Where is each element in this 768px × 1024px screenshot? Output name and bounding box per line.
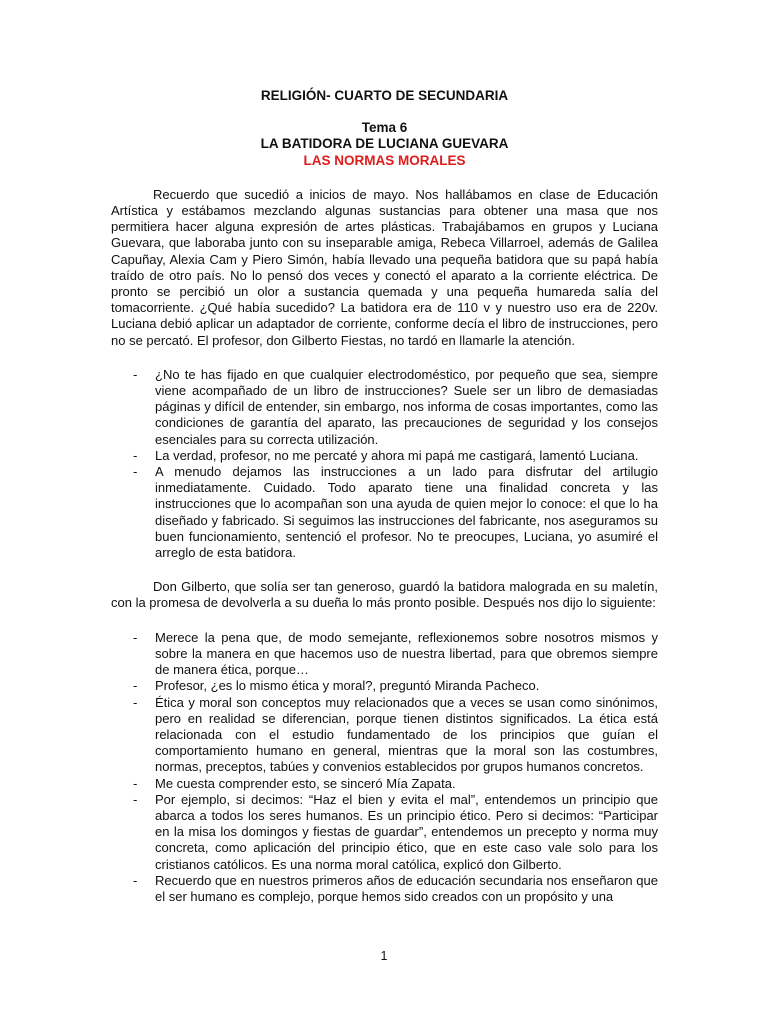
dialogue-text: Profesor, ¿es lo mismo ética y moral?, preguntó Miranda Pacheco.	[155, 678, 540, 694]
dialogue-list-1	[111, 367, 658, 561]
dialogue-text: La verdad, profesor, no me percaté y ahora mi papá me castigará, lamentó Luciana.	[155, 447, 639, 463]
course-heading: RELIGIÓN- CUARTO DE SECUNDARIA	[260, 88, 509, 103]
dialogue-item	[111, 873, 658, 905]
page-number: 1	[380, 949, 388, 963]
intro-paragraph: Recuerdo que sucedió a inicios de mayo. Nos hallábamos en clase de Educación Artística y estábamos mezclando algunas sustancias para obtener una masa que nos permitiera hacer alguna expresión de artes plásticas. Trabajábamos en grupos y Luciana Guevara, que laboraba junto con su inseparable amiga, Rebeca Villarroel, además de Galilea Capuñay, Alexia Cam y Piero Simón, había llevado una pequeña batidora que su papá había traído de otro país. No lo pensó dos veces y conectó el aparato a la corriente eléctrica. De pronto se percibió un olor a sustancia quemada y una pequeña humareda salía del tomacorriente. ¿Qué había sucedido? La batidora era de 110 v y nuestro uso era de 220v. Luciana debió aplicar un adaptador de corriente, conforme decía el libro de instrucciones, pero no se percató. El profesor, don Gilberto Fiestas, no tardó en llamarle la atención.	[111, 186, 658, 348]
dash-marker: -	[133, 694, 138, 710]
transition-paragraph: Don Gilberto, que solía ser tan generoso, guardó la batidora malograda en su maletín, con la promesa de devolverla a su dueña lo más pronto posible. Después nos dijo lo siguiente:	[111, 579, 658, 611]
dash-marker: -	[133, 629, 138, 645]
dialogue-list-2	[111, 630, 658, 905]
dialogue-item	[111, 792, 658, 873]
dash-marker: -	[133, 872, 138, 888]
dash-marker: -	[133, 791, 138, 807]
dash-marker: -	[133, 464, 138, 480]
dialogue-text: ¿No te has fijado en que cualquier electrodoméstico, por pequeño que sea, siempre viene acompañado de un libro de instrucciones? Suele ser un libro de demasiadas páginas y difícil de entender, sin embargo, nos informa de cosas importantes, como las condiciones de garantía del aparato, las precauciones de seguridad y los consejos esenciales para su correcta utilización.	[155, 366, 658, 447]
dash-marker: -	[133, 447, 138, 463]
dialogue-text: Recuerdo que en nuestros primeros años de educación secundaria nos enseñaron que el ser humano es complejo, porque hemos sido creados con un propósito y una	[155, 872, 658, 904]
document-body	[111, 88, 658, 905]
dash-marker: -	[133, 775, 138, 791]
dialogue-text: A menudo dejamos las instrucciones a un lado para disfrutar del artilugio inmediatamente. Cuidado. Todo aparato tiene una finalidad concreta y las instrucciones que lo acompañan son una ayuda de quien mejor lo conoce: el que lo ha diseñado y fabricado. Si seguimos las instrucciones del fabricante, nos aseguramos su buen funcionamiento, sentenció el profesor. No te preocupes, Luciana, yo asumiré el arreglo de esta batidora.	[155, 464, 658, 561]
dialogue-text: Por ejemplo, si decimos: “Haz el bien y evita el mal”, entendemos un principio que abarca a todos los seres humanos. Es un principio ético. Pero si decimos: “Participar en la misa los domingos y fiestas de guardar”, entendemos un precepto y norma muy concreta, como aplicación del principio ético, que en este caso vale solo para los cristianos católicos. Es una norma moral católica, explicó don Gilberto.	[155, 791, 658, 872]
dash-marker: -	[133, 366, 138, 382]
dialogue-item	[111, 678, 658, 694]
dialogue-item	[111, 776, 658, 792]
dialogue-item	[111, 448, 658, 464]
dash-marker: -	[133, 678, 138, 694]
dialogue-text: Merece la pena que, de modo semejante, reflexionemos sobre nosotros mismos y sobre la manera en que hacemos uso de nuestra libertad, para que obremos siempre de manera ética, porque…	[155, 629, 658, 678]
dialogue-item	[111, 367, 658, 448]
dialogue-text: Ética y moral son conceptos muy relacionados que a veces se usan como sinónimos, pero en realidad se diferencian, porque tienen distintos significados. La ética está relacionada con el estudio fundamentado de los principios que guían el comportamiento humano en general, mientras que la moral son las costumbres, normas, preceptos, tabúes y convenios establecidos por grupos humanos concretos.	[155, 694, 658, 775]
topic-subtitle: LAS NORMAS MORALES	[303, 152, 466, 168]
tema-heading: Tema 6	[361, 120, 408, 136]
dialogue-item	[111, 464, 658, 561]
dialogue-text: Me cuesta comprender esto, se sinceró Mía Zapata.	[155, 775, 456, 791]
dialogue-item	[111, 695, 658, 776]
story-title: LA BATIDORA DE LUCIANA GUEVARA	[260, 136, 509, 152]
dialogue-item	[111, 630, 658, 679]
